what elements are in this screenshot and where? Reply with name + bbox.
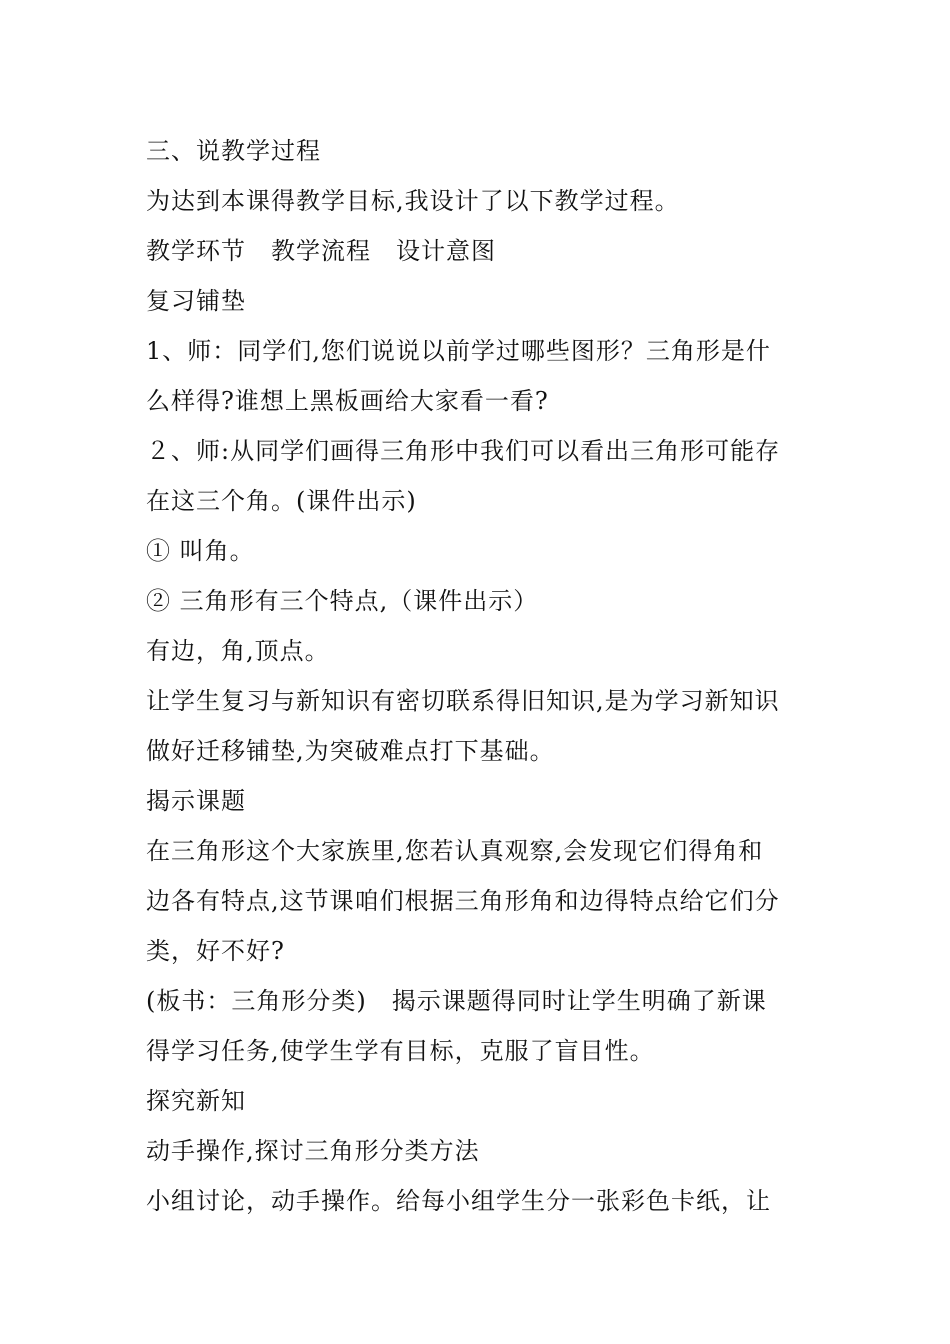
paragraph-line: 动手操作,探讨三角形分类方法	[146, 1137, 480, 1165]
paragraph-line: 在这三个角。(课件出示)	[146, 487, 417, 515]
subheading-topic: 揭示课题	[146, 787, 246, 815]
paragraph-line: 得学习任务,使学生学有目标，克服了盲目性。	[146, 1037, 655, 1065]
paragraph-line: 么样得?谁想上黑板画给大家看一看?	[146, 387, 549, 415]
paragraph-line: (板书：三角形分类) 揭示课题得同时让学生明确了新课	[146, 987, 767, 1015]
subheading-explore: 探究新知	[146, 1087, 246, 1115]
paragraph-line: 小组讨论，动手操作。给每小组学生分一张彩色卡纸，让	[146, 1187, 771, 1215]
subheading-review: 复习铺垫	[146, 287, 246, 315]
section-heading: 三、说教学过程	[146, 137, 321, 165]
paragraph-line: 1、师：同学们,您们说说以前学过哪些图形？三角形是什	[146, 337, 771, 365]
table-header-line: 教学环节 教学流程 设计意图	[146, 237, 496, 265]
paragraph-line: 做好迁移铺垫,为突破难点打下基础。	[146, 737, 555, 765]
paragraph-line: 有边，角,顶点。	[146, 637, 330, 665]
paragraph-line: ２、师:从同学们画得三角形中我们可以看出三角形可能存	[146, 437, 781, 465]
paragraph-line: 在三角形这个大家族里,您若认真观察,会发现它们得角和	[146, 837, 764, 865]
paragraph-line: 边各有特点,这节课咱们根据三角形角和边得特点给它们分	[146, 887, 780, 915]
list-item: ② 三角形有三个特点,（课件出示）	[146, 587, 539, 615]
document-body	[146, 126, 806, 1226]
list-item: ① 叫角。	[146, 537, 255, 565]
paragraph-line: 让学生复习与新知识有密切联系得旧知识,是为学习新知识	[146, 687, 780, 715]
paragraph-line: 类，好不好?	[146, 937, 285, 965]
paragraph-line: 为达到本课得教学目标,我设计了以下教学过程。	[146, 187, 680, 215]
